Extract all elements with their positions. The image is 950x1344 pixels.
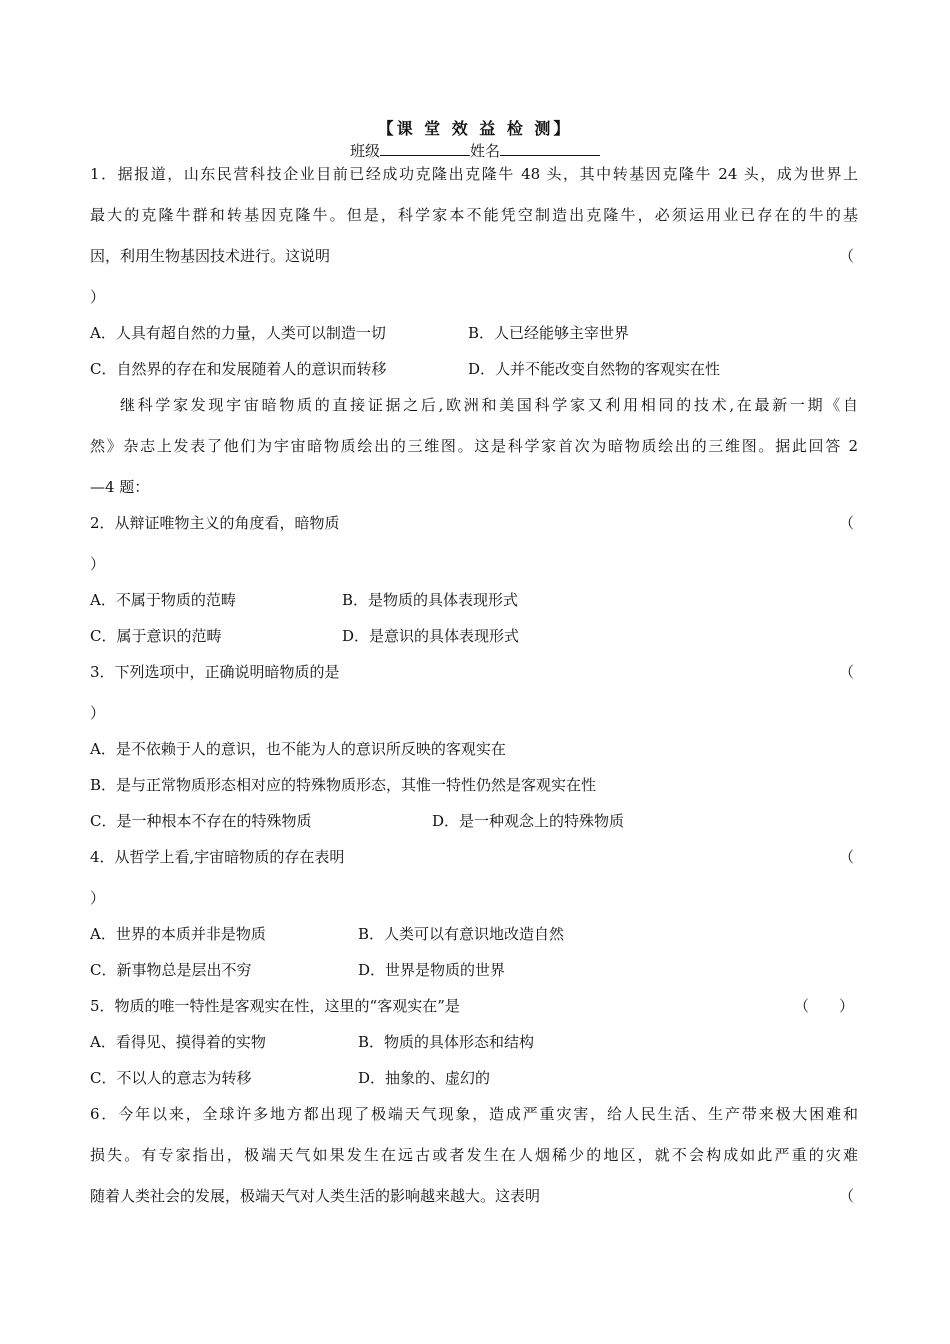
class-blank[interactable] <box>380 141 470 156</box>
q2-options-row-1 <box>90 590 858 610</box>
q5-option-c[interactable]: C．不以人的意志为转移 <box>90 1069 252 1087</box>
q6-paren-open: （ <box>838 1187 854 1205</box>
name-label: 姓名 <box>470 142 501 160</box>
q1-options-row-2 <box>90 359 858 379</box>
q2-options-row-2 <box>90 626 858 646</box>
q6-line-1: 6．今年以来，全球许多地方都出现了极端天气现象，造成严重灾害，给人民生活、生产带来极大困难和 <box>90 1105 858 1123</box>
q3-option-c[interactable]: C．是一种根本不存在的特殊物质 <box>90 812 312 830</box>
q5-stem: 5．物质的唯一特性是客观实在性，这里的“客观实在”是 <box>90 997 460 1015</box>
q3-options-row-3 <box>90 811 858 831</box>
q1-option-c[interactable]: C．自然界的存在和发展随着人的意识而转移 <box>90 360 387 378</box>
q2-option-b[interactable]: B．是物质的具体表现形式 <box>342 591 519 609</box>
class-name-line <box>0 140 950 161</box>
q1-option-a[interactable]: A．人具有超自然的力量，人类可以制造一切 <box>90 324 386 342</box>
q4-option-a[interactable]: A．世界的本质并非是物质 <box>90 925 266 943</box>
q4-options-row-2 <box>90 960 858 980</box>
q2-stem: 2．从辩证唯物主义的角度看，暗物质 <box>90 514 340 532</box>
q3-stem: 3．下列选项中，正确说明暗物质的是 <box>90 663 340 681</box>
q3-option-d[interactable]: D．是一种观念上的特殊物质 <box>432 812 625 830</box>
intro-line-1: 继科学家发现宇宙暗物质的直接证据之后,欧洲和美国科学家又利用相同的技术,在最新一期《自 <box>120 396 858 414</box>
q2-paren-close: ） <box>90 555 106 573</box>
q3-paren-open: （ <box>838 663 854 681</box>
q1-line-1: 1．据报道，山东民营科技企业目前已经成功克隆出克隆牛 48 头，其中转基因克隆牛 24 头，成为世界上 <box>90 165 858 183</box>
q4-option-b[interactable]: B．人类可以有意识地改造自然 <box>358 925 565 943</box>
q2-option-c[interactable]: C．属于意识的范畴 <box>90 627 222 645</box>
q4-option-c[interactable]: C．新事物总是层出不穷 <box>90 961 252 979</box>
q2-option-d[interactable]: D．是意识的具体表现形式 <box>342 627 520 645</box>
q6-line-2: 损失。有专家指出，极端天气如果发生在远古或者发生在人烟稀少的地区，就不会构成如此严重的灾难 <box>90 1146 858 1164</box>
q1-paren-close: ） <box>90 288 106 306</box>
q2-option-a[interactable]: A．不属于物质的范畴 <box>90 591 236 609</box>
q5-options-row-2 <box>90 1068 858 1088</box>
q4-stem: 4．从哲学上看,宇宙暗物质的存在表明 <box>90 848 345 866</box>
intro-line-3: —4 题： <box>90 478 150 496</box>
q3-option-b[interactable]: B．是与正常物质形态相对应的特殊物质形态，其惟一特性仍然是客观实在性 <box>90 776 597 794</box>
q1-line-2: 最大的克隆牛群和转基因克隆牛。但是，科学家本不能凭空制造出克隆牛，必须运用业已存在的牛的基 <box>90 206 858 224</box>
q3-paren-close: ） <box>90 704 106 722</box>
q1-line-3: 因，利用生物基因技术进行。这说明 <box>90 247 331 265</box>
q1-options-row-1 <box>90 323 858 343</box>
intro-line-2: 然》杂志上发表了他们为宇宙暗物质绘出的三维图。这是科学家首次为暗物质绘出的三维图。据此回答 2 <box>90 437 858 455</box>
q1-option-d[interactable]: D．人并不能改变自然物的客观实在性 <box>468 360 721 378</box>
q6-line-3: 随着人类社会的发展，极端天气对人类生活的影响越来越大。这表明 <box>90 1187 541 1205</box>
q3-option-a[interactable]: A．是不依赖于人的意识，也不能为人的意识所反映的客观实在 <box>90 740 506 758</box>
q4-options-row-1 <box>90 924 858 944</box>
q4-paren-close: ） <box>90 889 106 907</box>
q5-paren: （ ） <box>793 997 854 1015</box>
q4-paren-open: （ <box>838 848 854 866</box>
q4-option-d[interactable]: D．世界是物质的世界 <box>358 961 506 979</box>
q1-option-b[interactable]: B．人已经能够主宰世界 <box>468 324 630 342</box>
q1-paren-open: （ <box>838 247 854 265</box>
q2-paren-open: （ <box>838 514 854 532</box>
page-title: 【课 堂 效 益 检 测】 <box>377 119 573 138</box>
q5-options-row-1 <box>90 1032 858 1052</box>
class-label: 班级 <box>349 142 380 160</box>
q5-option-d[interactable]: D．抽象的、虚幻的 <box>358 1069 491 1087</box>
name-blank[interactable] <box>500 141 600 156</box>
q5-option-a[interactable]: A．看得见、摸得着的实物 <box>90 1033 266 1051</box>
q5-option-b[interactable]: B．物质的具体形态和结构 <box>358 1033 535 1051</box>
